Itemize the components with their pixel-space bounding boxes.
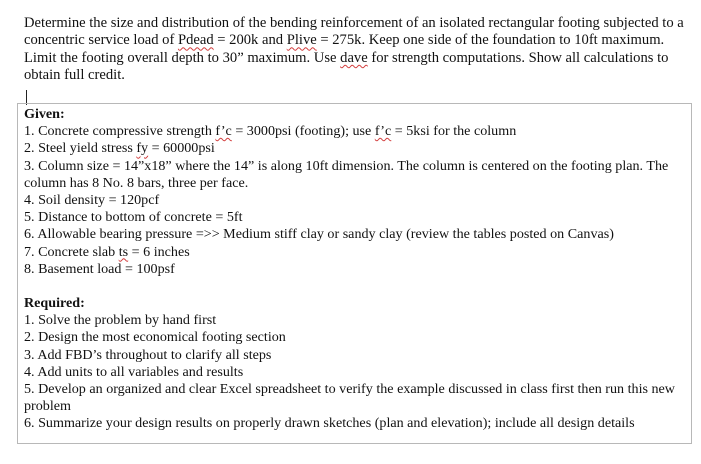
required-heading: Required: [24, 295, 85, 312]
required-item-1: 1. Solve the problem by hand first [24, 312, 217, 329]
problem-statement [24, 15, 684, 85]
given-item-6: 6. Allowable bearing pressure =>> Medium stiff clay or sandy clay (review the tables posted on Canvas) [24, 226, 614, 243]
given-item-5: 5. Distance to bottom of concrete = 5ft [24, 209, 243, 226]
given-required-content [24, 106, 692, 433]
pdead-term: Pdead [177, 32, 214, 49]
intro-text-3: = 275k. Keep one side of the foundation to 10ft maximum. Limit the footing overall depth to 30” maximum. Use [24, 32, 665, 66]
dave-term: dave [340, 49, 368, 66]
given-heading: Given: [24, 106, 65, 122]
given-item-7: 7. Concrete slab ts = 6 inches [24, 243, 190, 260]
required-item-3: 3. Add FBD’s throughout to clarify all steps [24, 346, 272, 363]
given-item-8: 8. Basement load = 100psf [24, 260, 175, 277]
plive-term: Plive [286, 32, 317, 49]
fc-term: f’c [374, 123, 392, 140]
intro-text-1: Determine the size and distribution of the bending reinforcement of an isolated rectangular footing subjected to a concentric service load of [24, 15, 684, 49]
blank-line [24, 278, 692, 295]
fc-term: f’c [215, 123, 232, 140]
required-item-2: 2. Design the most economical footing section [24, 329, 286, 346]
required-item-5: 5. Develop an organized and clear Excel spreadsheet to verify the example discussed in class first then run this new problem [24, 381, 675, 415]
given-item-4: 4. Soil density = 120pcf [24, 192, 160, 209]
fy-term: fy [136, 140, 149, 157]
ts-term: ts [118, 243, 129, 260]
required-item-4: 4. Add units to all variables and results [24, 363, 244, 380]
given-item-2: 2. Steel yield stress fy = 60000psi [24, 140, 215, 157]
given-item-3: 3. Column size = 14”x18” where the 14” is along 10ft dimension. The column is centered on the footing plan. The column has 8 No. 8 bars, three per face. [24, 157, 669, 191]
given-item-1: 1. Concrete compressive strength f’c = 3000psi (footing); use f’c = 5ksi for the column [24, 123, 517, 140]
intro-text-2: = 200k and [213, 32, 287, 49]
required-item-6: 6. Summarize your design results on properly drawn sketches (plan and elevation); include all design details [24, 415, 635, 432]
intro-text-4: for strength computations. Show all calculations to obtain full credit. [24, 49, 669, 84]
